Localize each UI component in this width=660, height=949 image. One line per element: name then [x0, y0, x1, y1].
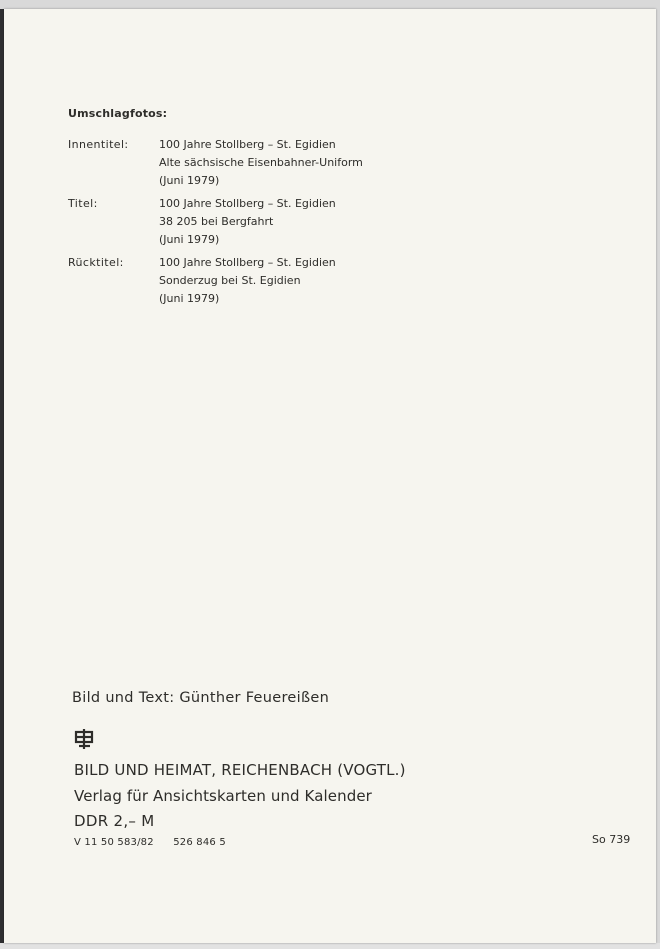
print-codes	[74, 837, 242, 848]
scan-border-top	[0, 0, 660, 9]
photo-entry-lines	[159, 254, 479, 308]
scan-border-right	[656, 9, 660, 943]
postcard-back	[4, 9, 656, 943]
photo-entry-label: Titel:	[68, 197, 98, 210]
publisher-subtitle: Verlag für Ansichtskarten und Kalender	[74, 787, 372, 805]
photo-entry-line: Sonderzug bei St. Egidien	[159, 274, 301, 287]
cover-photos-heading: Umschlagfotos:	[68, 107, 168, 120]
photo-entry-line: (Juni 1979)	[159, 292, 220, 305]
photo-entry-lines	[159, 136, 479, 190]
photo-entry-line: 100 Jahre Stollberg – St. Egidien	[159, 138, 336, 151]
license-code: V 11 50 583/82	[74, 837, 154, 848]
photo-entry-line: (Juni 1979)	[159, 174, 220, 187]
series-number: So 739	[592, 833, 631, 846]
price: DDR 2,– M	[74, 812, 155, 830]
photo-entry-line: Alte sächsische Eisenbahner-Uniform	[159, 156, 363, 169]
photo-entry-line: (Juni 1979)	[159, 233, 220, 246]
photo-entry-line: 38 205 bei Bergfahrt	[159, 215, 274, 228]
photo-entry-label: Innentitel:	[68, 138, 129, 151]
publisher-logo-icon	[73, 728, 95, 750]
photo-text-credit: Bild und Text: Günther Feuereißen	[72, 690, 330, 706]
photo-entry-lines	[159, 195, 479, 249]
photo-entry-line: 100 Jahre Stollberg – St. Egidien	[159, 256, 336, 269]
scan-border-bottom	[0, 943, 660, 949]
photo-entry-label: Rücktitel:	[68, 256, 124, 269]
photo-entry-line: 100 Jahre Stollberg – St. Egidien	[159, 197, 336, 210]
publisher-name: BILD UND HEIMAT, REICHENBACH (VOGTL.)	[74, 761, 406, 779]
item-number: 526 846 5	[173, 837, 226, 848]
